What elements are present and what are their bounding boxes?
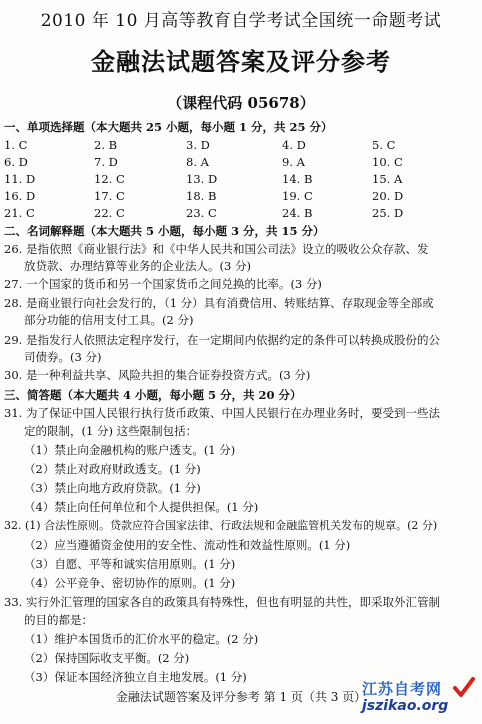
answer-cell: 13. D bbox=[186, 172, 218, 186]
section-heading-single-choice: 一、单项选择题（本大题共 25 小题，每小题 1 分，共 25 分） bbox=[4, 120, 333, 134]
question-33-item: （2）保持国际收支平衡。(2 分) bbox=[24, 651, 190, 665]
answer-cell: 22. C bbox=[94, 206, 125, 220]
question-32-line: 32. (1) 合法性原则。贷款应符合国家法律、行政法规和金融监管机关发布的规章。(2 分) bbox=[4, 519, 438, 532]
answer-cell: 9. A bbox=[282, 155, 305, 169]
definition-line: 28. 是商业银行向社会发行的，（1 分）具有消费信用、转账结算、存取现金等全部或 bbox=[4, 296, 434, 310]
answer-cell: 8. A bbox=[186, 155, 209, 169]
question-31-item: （2）禁止对政府财政透支。(1 分) bbox=[24, 462, 201, 476]
answer-cell: 5. C bbox=[372, 138, 396, 152]
site-watermark bbox=[360, 676, 478, 720]
question-33-line: 的目的都是： bbox=[24, 613, 93, 627]
answer-cell: 11. D bbox=[4, 172, 36, 186]
answer-cell: 10. C bbox=[372, 155, 403, 169]
definition-line: 30. 是一种利益共享、风险共担的集合证券投资方式。(3 分) bbox=[4, 368, 311, 382]
definition-line: 司债券。(3 分) bbox=[24, 350, 102, 364]
question-31-line: 定的限制，(1 分) 这些限制包括： bbox=[24, 424, 198, 438]
question-33-item: （1）维护本国货币的汇价水平的稳定。(2 分) bbox=[24, 632, 259, 646]
question-31-item: （4）禁止向任何单位和个人提供担保。(1 分) bbox=[24, 500, 259, 514]
answer-cell: 12. C bbox=[94, 172, 125, 186]
definition-line: 26. 是指依照《商业银行法》和《中华人民共和国公司法》设立的吸收公众存款、发 bbox=[4, 242, 429, 256]
watermark-site-name: 江苏自考网 bbox=[362, 680, 443, 698]
answer-cell: 7. D bbox=[94, 155, 118, 169]
tick-mark-icon bbox=[452, 676, 476, 702]
answer-cell: 19. C bbox=[282, 189, 313, 203]
question-31-item: （3）禁止向地方政府贷款。(1 分) bbox=[24, 481, 201, 495]
question-32-item: （3）自愿、平等和诚实信用原则。(1 分) bbox=[24, 557, 236, 571]
answer-cell: 4. D bbox=[282, 138, 306, 152]
question-33-line: 33. 实行外汇管理的国家各自的政策具有特殊性，但也有明显的共性，即采取外汇管制 bbox=[4, 595, 440, 609]
section-heading-short-answer: 三、简答题（本大题共 4 小题，每小题 5 分，共 20 分） bbox=[4, 388, 302, 402]
answer-cell: 15. A bbox=[372, 172, 403, 186]
answer-cell: 17. C bbox=[94, 189, 125, 203]
question-32-item: （4）公平竞争、密切协作的原则。(1 分) bbox=[24, 576, 236, 590]
question-31-item: （1）禁止向金融机构的账户透支。(1 分) bbox=[24, 443, 236, 457]
answer-cell: 24. B bbox=[282, 206, 313, 220]
definition-line: 放贷款、办理结算等业务的企业法人。(3 分) bbox=[24, 259, 251, 273]
course-code: （课程代码 05678） bbox=[167, 94, 315, 112]
answer-cell: 25. D bbox=[372, 206, 404, 220]
answer-cell: 2. B bbox=[94, 138, 118, 152]
question-33-item: （3）保证本国经济独立自主地发展。(1 分) bbox=[24, 670, 247, 684]
definition-line: 部分功能的信用支付工具。(2 分) bbox=[24, 313, 194, 327]
answer-cell: 16. D bbox=[4, 189, 36, 203]
answer-cell: 20. D bbox=[372, 189, 404, 203]
definition-line: 29. 是指发行人依照法定程序发行，在一定期间内依据约定的条件可以转换成股份的公 bbox=[4, 333, 440, 347]
answer-cell: 14. B bbox=[282, 172, 313, 186]
answer-cell: 23. C bbox=[186, 206, 217, 220]
answer-cell: 3. D bbox=[186, 138, 210, 152]
section-heading-definitions: 二、名词解释题（本大题共 5 小题，每小题 3 分，共 15 分） bbox=[4, 224, 325, 238]
answer-cell: 21. C bbox=[4, 206, 35, 220]
question-31-line: 31. 为了保证中国人民银行执行货币政策、中国人民银行在办理业务时，要受到一些法 bbox=[4, 406, 440, 420]
answer-cell: 18. B bbox=[186, 189, 217, 203]
document-title: 金融法试题答案及评分参考 bbox=[91, 47, 391, 76]
answer-cell: 6. D bbox=[4, 155, 28, 169]
question-32-item: （2）应当遵循资金使用的安全性、流动性和效益性原则。(1 分) bbox=[24, 538, 351, 552]
answer-cell: 1. C bbox=[4, 138, 28, 152]
page-footer: 金融法试题答案及评分参考 第 1 页（共 3 页） bbox=[115, 690, 367, 704]
exam-title: 2010 年 10 月高等教育自学考试全国统一命题考试 bbox=[40, 11, 442, 31]
watermark-site-url: jszikao.org bbox=[362, 698, 449, 714]
definition-line: 27. 一个国家的货币和另一个国家货币之间兑换的比率。(3 分) bbox=[4, 277, 322, 291]
